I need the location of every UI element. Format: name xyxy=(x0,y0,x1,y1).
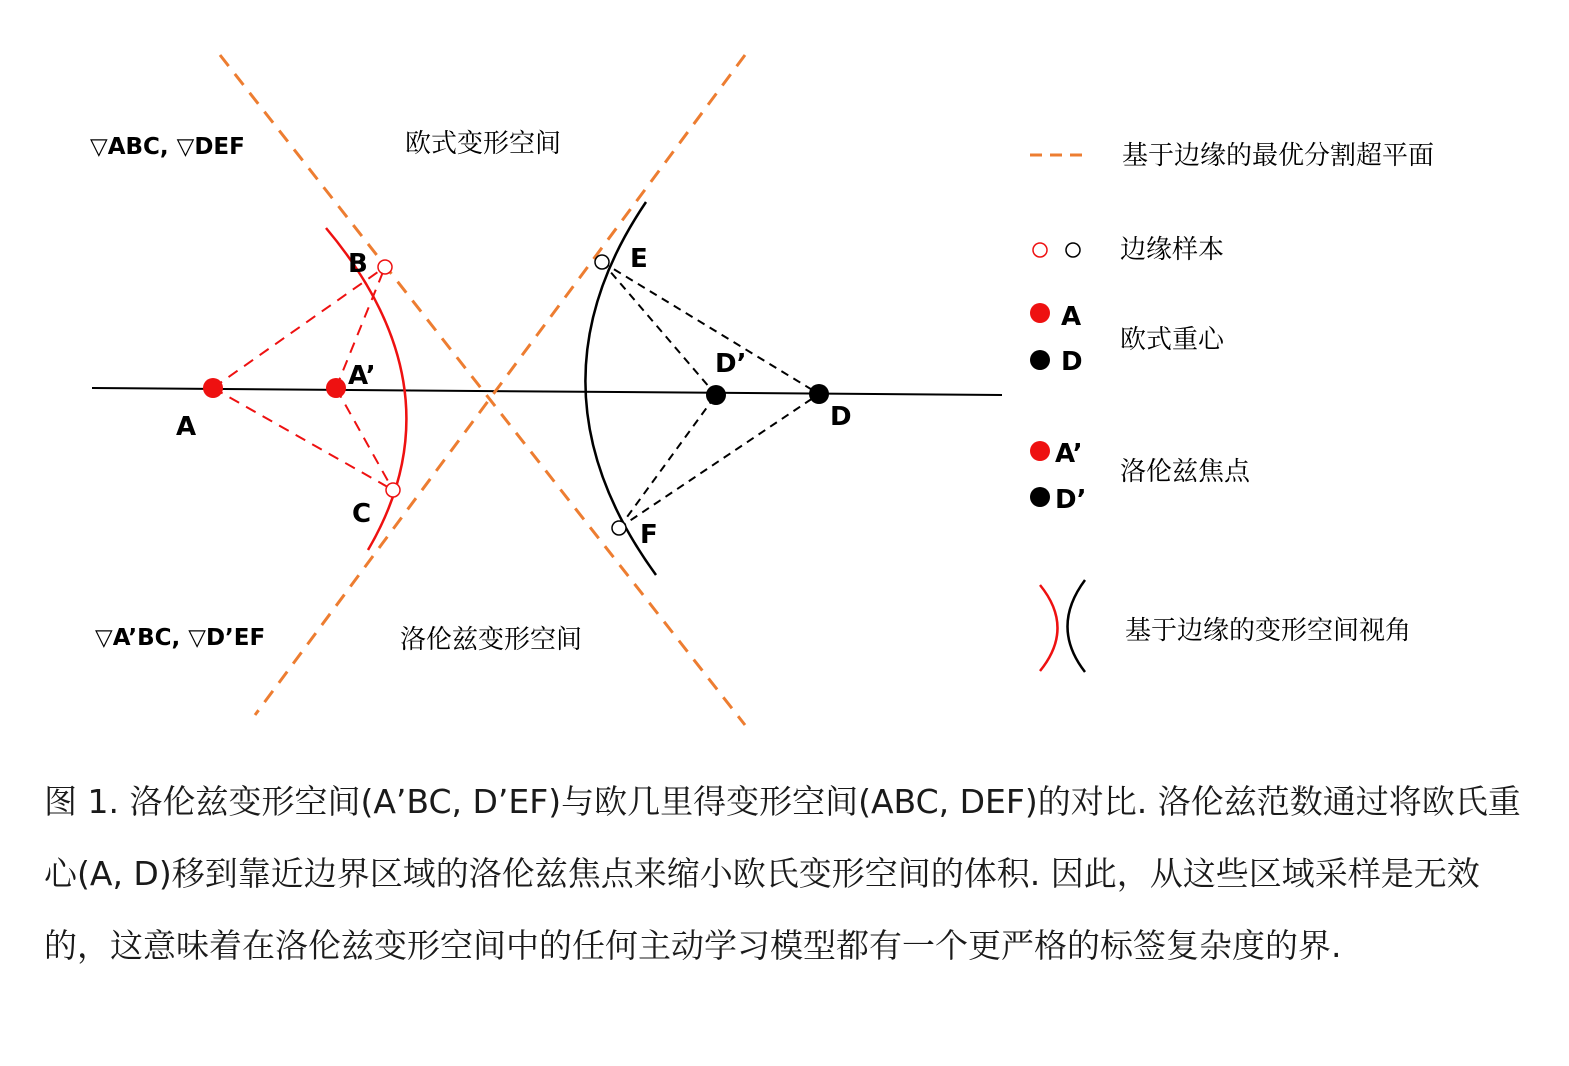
label-A-prime: A’ xyxy=(348,361,376,391)
legend-euclid-centroid-label: 欧式重心 xyxy=(1120,325,1225,355)
legend-red-arc xyxy=(1040,585,1058,671)
legend-margin-sample-black xyxy=(1066,243,1080,257)
legend-margin-sample-red xyxy=(1033,243,1047,257)
legend-view-angle-label: 基于边缘的变形空间视角 xyxy=(1125,616,1412,646)
point-A-prime xyxy=(326,378,346,398)
legend-black-arc xyxy=(1068,580,1086,672)
label-D-prime: D’ xyxy=(715,349,747,379)
legend xyxy=(1030,141,1434,672)
point-D-prime xyxy=(706,385,726,405)
legend-centroid-A-dot xyxy=(1030,303,1050,323)
figure-caption: 图 1. 洛伦兹变形空间(A’BC, D’EF)与欧几里得变形空间(ABC, DEF)的对比. 洛伦兹范数通过将欧氏重心(A, D)移到靠近边界区域的洛伦兹焦点来缩小欧氏变形空间的体积. 因此，从这些区域采样是无效的，这意味着在洛伦兹变形空间中的任何主动学习模型都有一个更严格的标签复杂度的界. xyxy=(44,782,1521,965)
point-A xyxy=(203,378,223,398)
label-E: E xyxy=(630,244,648,274)
lorentz-views-label: ▽A’BC, ▽D’EF xyxy=(95,625,266,651)
label-F: F xyxy=(640,520,658,550)
legend-focus-A-label: A’ xyxy=(1055,439,1083,469)
legend-focus-A-dot xyxy=(1030,441,1050,461)
label-A: A xyxy=(176,412,197,442)
legend-lorentz-focus-label: 洛伦兹焦点 xyxy=(1120,457,1251,487)
legend-focus-D-dot xyxy=(1030,487,1050,507)
point-E xyxy=(595,255,609,269)
label-B: B xyxy=(348,249,368,279)
point-C xyxy=(386,483,400,497)
point-F xyxy=(612,521,626,535)
lorentz-region-label: 洛伦兹变形空间 xyxy=(400,625,583,655)
legend-centroid-D-dot xyxy=(1030,350,1050,370)
legend-centroid-A-label: A xyxy=(1061,302,1082,332)
legend-centroid-D-label: D xyxy=(1061,347,1083,377)
euclidean-region-label: 欧式变形空间 xyxy=(405,129,562,159)
legend-hyperplane-label: 基于边缘的最优分割超平面 xyxy=(1122,141,1435,171)
point-B xyxy=(378,260,392,274)
label-D: D xyxy=(830,402,852,432)
point-D xyxy=(809,384,829,404)
euclidean-views-label: ▽ABC, ▽DEF xyxy=(90,134,245,160)
legend-margin-samples-label: 边缘样本 xyxy=(1120,235,1225,265)
label-C: C xyxy=(352,499,372,529)
horizontal-axis xyxy=(92,388,1002,395)
legend-focus-D-label: D’ xyxy=(1055,485,1087,515)
